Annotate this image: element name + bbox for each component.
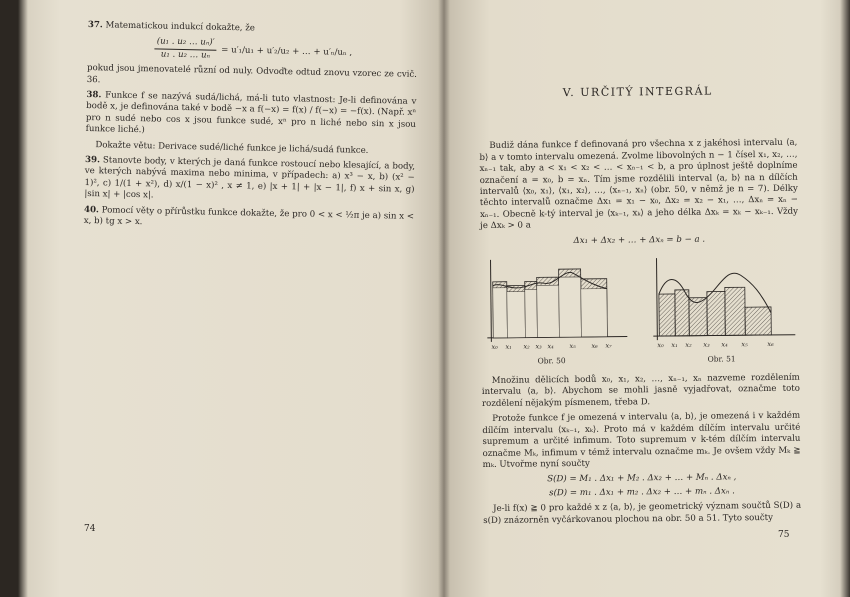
paragraph: Je-li f(x) ≧ 0 pro každé x z ⟨a, b⟩, je geometrický význam součtů S(D) a s(D) znázorněn vyčárkovanou plochou na obr. 50 a 51. Tyto součty bbox=[483, 500, 802, 526]
exercise-40 bbox=[84, 205, 414, 235]
chapter-title: V. URČITÝ INTEGRÁL bbox=[562, 84, 713, 100]
exercise-text: Pomocí věty o přírůstku funkce dokažte, že pro 0 < x < ½π je a) sin x < x, b) tg x > x. bbox=[83, 205, 415, 228]
formula-37 bbox=[87, 35, 417, 66]
equation-upper-sum: S(D) = M₁ . Δx₁ + M₂ . Δx₂ + … + Mₙ . Δxₙ , bbox=[547, 472, 737, 485]
exercise-38-proof: Dokažte větu: Derivace sudé/liché funkce je lichá/sudá funkce. bbox=[95, 139, 369, 156]
exercise-text: Matematickou indukcí dokažte, že bbox=[105, 20, 256, 34]
axis-label-x5: x₅ bbox=[569, 342, 576, 351]
axis-label-x0: x₀ bbox=[491, 342, 498, 351]
axis-label-x0: x₀ bbox=[657, 341, 664, 350]
exercise-text: Stanovte body, v kterých je daná funkce rostoucí nebo klesající, a body, ve kterých nabývá maxima nebo minima, v případech: a) x³ − x, b) (x² − 1)², c) 1/(1 + x²), d) x/(1 − x)² , x ≠ 1, e) |x + 1| + |x − 1|, f) x + sin x, g) |sin x| + |cos x|. bbox=[84, 155, 416, 201]
axis-label-x4: x₄ bbox=[721, 340, 728, 349]
paragraph: Protože funkce f je omezená v intervalu ⟨a, b⟩, je omezená i v každém dílčím intervalu ⟨xₖ₋₁, xₖ⟩. Proto má v každém dílčím intervalu určité supremum a určité infimum. Toto supremum v k-tém dílčím intervalu označme Mₖ, infimum v témž intervalu označme mₖ. Je ovšem vždy Mₖ ≧ mₖ. Utvořme nyní součty bbox=[482, 410, 801, 470]
exercise-text: Funkce f se nazývá sudá/lichá, má-li tuto vlastnost: Je-li definována v bodě x, je definována také v bodě −x a f(−x) = f(x) / f(−x) = −f(x). (Např. xⁿ pro n sudé nebo cos x jsou funkce sudé, xⁿ pro n liché nebo sin x jsou funkce liché.) bbox=[85, 90, 417, 136]
exercise-38 bbox=[86, 90, 417, 143]
exercise-37-continuation: pokud jsou jmenovatelé různí od nuly. Odvoďte odtud znovu vzorec ze cvič. 36. bbox=[86, 63, 418, 85]
paragraph: Budiž dána funkce f definovaná pro všechna x z jakéhosi intervalu ⟨a, b⟩ a v tomto intervalu omezená. Zvolme libovolných n − 1 čísel x₁, x₂, …, xₙ₋₁ tak, aby a < x₁ < x₂ < … < xₙ₋₁ < b, a pro úplnost ještě doplníme označení a = x₀, b = xₙ. Tím jsme rozdělili interval ⟨a, b⟩ na n dílčích intervalů ⟨x₀, x₁⟩, ⟨x₁, x₂⟩, …, ⟨xₙ₋₁, xₙ⟩ (obr. 50, v němž je n = 7). Délky těchto intervalů označme Δx₁ = x₁ − x₀, Δx₂ = x₂ − x₁, …, Δxₙ = xₙ − xₙ₋₁. Obecně k-tý interval je ⟨xₖ₋₁, xₖ⟩ a jeho délka Δxₖ = xₖ − xₖ₋₁. Vždy je Δxₖ > 0 a bbox=[479, 138, 799, 232]
figure-50 bbox=[480, 254, 631, 354]
figure-51-caption: Obr. 51 bbox=[707, 354, 736, 364]
right-page bbox=[478, 17, 801, 531]
figure-50-caption: Obr. 50 bbox=[537, 356, 566, 366]
axis-label-x7: x₇ bbox=[605, 341, 612, 350]
exercise-number: 37. bbox=[87, 20, 103, 31]
exercise-39 bbox=[84, 155, 415, 208]
exercise-number: 40. bbox=[83, 204, 100, 215]
formula-fraction bbox=[154, 37, 216, 62]
equation-lower-sum: s(D) = m₁ . Δx₁ + m₂ . Δx₂ + … + mₙ . Δxₙ . bbox=[549, 486, 735, 498]
left-page bbox=[84, 20, 418, 238]
axis-label-x3: x₃ bbox=[703, 340, 710, 349]
fraction-numerator: (u₁ . u₂ … uₙ)′ bbox=[155, 37, 217, 51]
axis-label-x3: x₃ bbox=[535, 342, 542, 351]
axis-label-x4: x₄ bbox=[547, 342, 554, 351]
paragraph: Množinu dělicích bodů x₀, x₁, x₂, …, xₙ₋₁, xₙ nazveme rozdělením intervalu ⟨a, b⟩. Abychom se mohli jasně vyjadřovat, označme toto rozdělení nějakým písmenem, třeba D. bbox=[481, 372, 800, 409]
exercise-number: 38. bbox=[86, 90, 102, 101]
axis-label-x6: x₆ bbox=[591, 341, 598, 350]
figures bbox=[480, 253, 799, 368]
formula-rhs: = u′₁/u₁ + u′₂/u₂ + … + u′ₙ/uₙ , bbox=[221, 45, 353, 59]
page-number-left: 74 bbox=[84, 524, 96, 534]
axis-label-x1: x₁ bbox=[505, 342, 512, 351]
fraction-denominator: u₁ . u₂ … uₙ bbox=[160, 49, 211, 61]
page-number-right: 75 bbox=[778, 530, 790, 540]
axis-label-x2: x₂ bbox=[685, 340, 692, 349]
axis-label-x2: x₂ bbox=[523, 342, 530, 351]
axis-label-x1: x₁ bbox=[671, 340, 678, 350]
figure-51 bbox=[648, 253, 799, 353]
exercise-number: 39. bbox=[84, 155, 101, 166]
equation: Δx₁ + Δx₂ + … + Δxₙ = b − a . bbox=[573, 234, 706, 246]
axis-label-x6: x₆ bbox=[767, 339, 774, 349]
axis-label-x5: x₅ bbox=[741, 340, 748, 349]
